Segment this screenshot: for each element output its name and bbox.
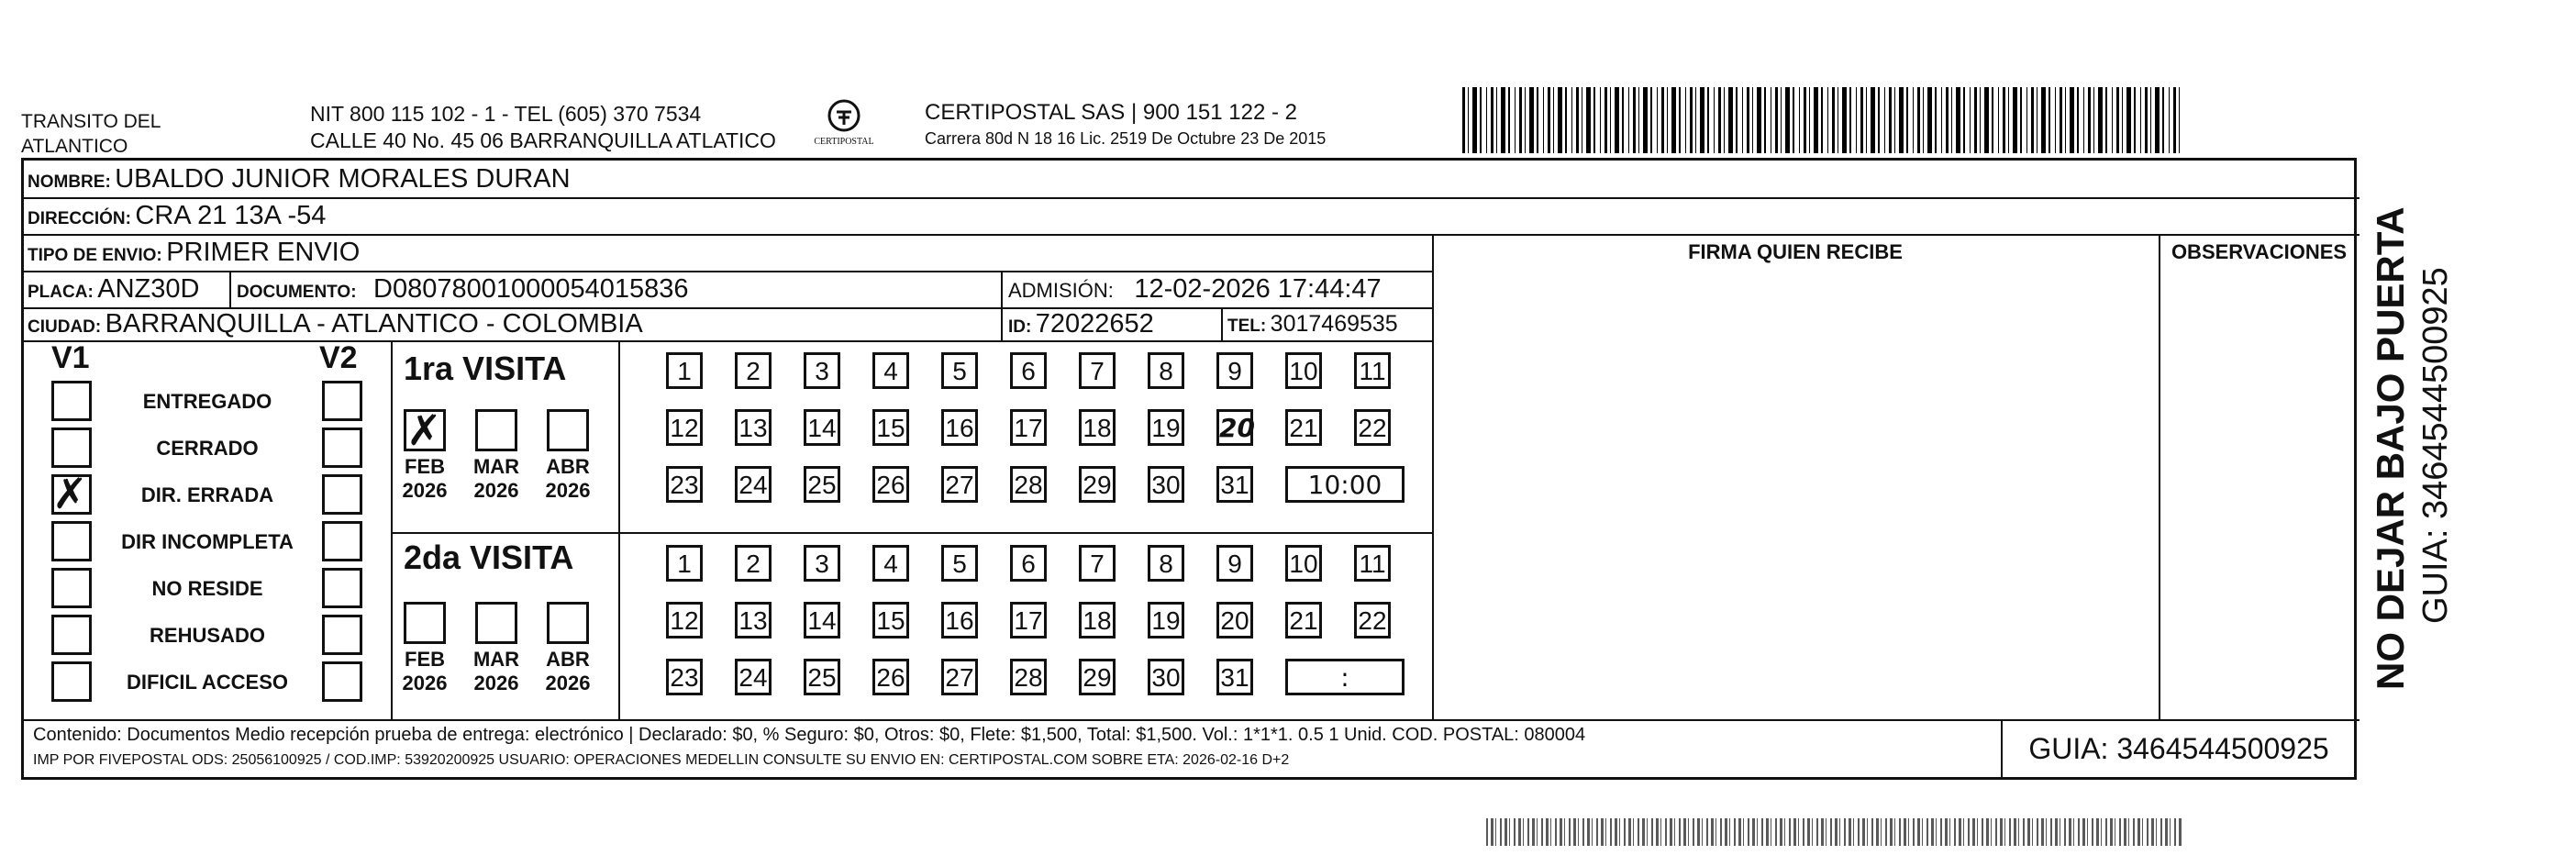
- second-visit-day-28[interactable]: 28: [1010, 659, 1047, 695]
- certipostal-logo: [807, 97, 881, 147]
- first-visit-day-7[interactable]: 7: [1079, 352, 1116, 389]
- tipo-row: [28, 234, 360, 275]
- v1-checkbox[interactable]: [51, 469, 92, 518]
- second-visit-day-21[interactable]: 21: [1285, 602, 1322, 638]
- tracking-barcode: [1462, 87, 2182, 153]
- month-year: 2026: [545, 672, 591, 694]
- v2-checkbox[interactable]: [322, 521, 362, 561]
- status-option-label: NO RESIDE: [151, 577, 263, 600]
- first-visit-title: 1ra VISITA: [404, 350, 567, 387]
- second-visit-day-12[interactable]: 12: [666, 602, 703, 638]
- tel-label: TEL:: [1227, 316, 1267, 336]
- first-visit-day-26[interactable]: 26: [872, 466, 909, 503]
- v2-label: V2: [319, 340, 358, 375]
- first-visit-day-28[interactable]: 28: [1010, 466, 1047, 503]
- month-name: FEB: [405, 648, 445, 671]
- v1-checkbox[interactable]: [51, 428, 92, 468]
- status-option-label: CERRADO: [156, 437, 259, 460]
- ciudad-value: BARRANQUILLA - ATLANTICO - COLOMBIA: [105, 309, 643, 339]
- second-visit-day-25[interactable]: 25: [804, 659, 840, 695]
- month-year: 2026: [473, 479, 519, 502]
- month-year: 2026: [473, 672, 519, 694]
- first-visit-month-label: [540, 455, 595, 503]
- v1-checkbox[interactable]: [51, 521, 92, 561]
- v2-checkbox[interactable]: [322, 661, 362, 702]
- v1-checkbox[interactable]: [51, 381, 92, 421]
- status-option-label: REHUSADO: [150, 624, 265, 647]
- month-name: ABR: [546, 648, 590, 671]
- first-visit-day-19[interactable]: 19: [1148, 409, 1184, 446]
- logo-text: CERTIPOSTAL: [814, 137, 874, 147]
- second-visit-month-checkbox[interactable]: [547, 602, 589, 644]
- tipo-value: PRIMER ENVIO: [166, 238, 361, 267]
- second-visit-day-9[interactable]: 9: [1216, 545, 1253, 582]
- first-visit-day-30[interactable]: 30: [1148, 466, 1184, 503]
- sender-address: CALLE 40 No. 45 06 BARRANQUILLA ATLATICO: [310, 128, 776, 152]
- v2-checkbox[interactable]: [322, 568, 362, 608]
- company-license: Carrera 80d N 18 16 Lic. 2519 De Octubre 23 De 2015: [925, 129, 1327, 148]
- second-visit-month-checkbox[interactable]: [475, 602, 517, 644]
- second-visit-day-22[interactable]: 22: [1354, 602, 1391, 638]
- guia-box: GUIA: 3464544500925: [2028, 732, 2329, 765]
- first-visit-day-14[interactable]: 14: [804, 409, 840, 446]
- sender-info: [310, 101, 776, 154]
- second-visit-day-14[interactable]: 14: [804, 602, 840, 638]
- second-visit-month-label: [469, 648, 524, 695]
- first-visit-day-20[interactable]: 20: [1216, 409, 1253, 446]
- month-name: FEB: [405, 455, 445, 478]
- v1-checkbox[interactable]: [51, 568, 92, 608]
- observaciones-header: OBSERVACIONES: [2171, 240, 2348, 263]
- placa-label: PLACA:: [28, 283, 94, 302]
- first-visit-month-label: [397, 455, 452, 503]
- month-year: 2026: [545, 479, 591, 502]
- first-visit-day-13[interactable]: 13: [735, 409, 772, 446]
- delivery-form: [21, 158, 2357, 780]
- company-info: [925, 99, 1326, 150]
- side-guia: GUIA: 3464544500925: [2416, 267, 2455, 624]
- sender-name: [21, 109, 161, 159]
- second-visit-month-label: [540, 648, 595, 695]
- v1-checkbox[interactable]: [51, 615, 92, 655]
- second-visit-title: 2da VISITA: [404, 539, 574, 576]
- second-visit-day-15[interactable]: 15: [872, 602, 909, 638]
- contenido-text: Contenido: Documentos Medio recepción prueba de entrega: electrónico | Declarado: $0, % Seguro: $0, Otros: $0, Flete: $1,500, Total: $1,500. Vol.: 1*1*1. 0.5 1 Unid. COD. POSTAL: 080004: [33, 725, 1586, 745]
- first-visit-day-27[interactable]: 27: [941, 466, 978, 503]
- first-visit-day-4[interactable]: 4: [872, 352, 909, 389]
- first-visit-day-16[interactable]: 16: [941, 409, 978, 446]
- second-visit-day-16[interactable]: 16: [941, 602, 978, 638]
- documento-field: [237, 271, 689, 312]
- sender-line-2: ATLANTICO: [21, 136, 128, 157]
- sender-line-1: TRANSITO DEL: [21, 111, 161, 132]
- first-visit-day-9[interactable]: 9: [1216, 352, 1253, 389]
- second-visit-month-checkbox[interactable]: [404, 602, 446, 644]
- direccion-value: CRA 21 13A -54: [135, 201, 327, 230]
- direccion-label: DIRECCIÓN:: [28, 209, 131, 228]
- first-visit-day-12[interactable]: 12: [666, 409, 703, 446]
- second-visit-day-6[interactable]: 6: [1010, 545, 1047, 582]
- logo-icon: [826, 97, 862, 134]
- second-visit-day-18[interactable]: 18: [1079, 602, 1116, 638]
- bottom-barcode: [1486, 818, 2183, 846]
- first-visit-month-checkbox[interactable]: [404, 405, 446, 455]
- v2-checkbox[interactable]: [322, 428, 362, 468]
- first-visit-day-23[interactable]: 23: [666, 466, 703, 503]
- second-visit-day-4[interactable]: 4: [872, 545, 909, 582]
- second-visit-day-2[interactable]: 2: [735, 545, 772, 582]
- month-year: 2026: [402, 479, 448, 502]
- month-year: 2026: [402, 672, 448, 694]
- second-visit-day-19[interactable]: 19: [1148, 602, 1184, 638]
- check-mark-icon: ✗: [52, 469, 88, 518]
- status-option-label: DIFICIL ACCESO: [126, 671, 288, 694]
- month-name: ABR: [546, 455, 590, 478]
- first-visit-day-10[interactable]: 10: [1285, 352, 1322, 389]
- first-visit-day-22[interactable]: 22: [1354, 409, 1391, 446]
- first-visit-day-8[interactable]: 8: [1148, 352, 1184, 389]
- second-visit-day-5[interactable]: 5: [941, 545, 978, 582]
- first-visit-day-31[interactable]: 31: [1216, 466, 1253, 503]
- first-visit-day-6[interactable]: 6: [1010, 352, 1047, 389]
- first-visit-day-21[interactable]: 21: [1285, 409, 1322, 446]
- second-visit-day-30[interactable]: 30: [1148, 659, 1184, 695]
- first-visit-month-checkbox[interactable]: [475, 409, 517, 451]
- month-name: MAR: [472, 648, 520, 671]
- placa-value: ANZ30D: [97, 274, 200, 304]
- first-visit-day-5[interactable]: 5: [941, 352, 978, 389]
- second-visit-day-3[interactable]: 3: [804, 545, 840, 582]
- v1-checkbox[interactable]: [51, 661, 92, 702]
- second-visit-day-27[interactable]: 27: [941, 659, 978, 695]
- admision-label: ADMISIÓN:: [1008, 279, 1114, 302]
- second-visit-day-17[interactable]: 17: [1010, 602, 1047, 638]
- company-name: CERTIPOSTAL SAS | 900 151 122 - 2: [925, 100, 1297, 125]
- first-visit-month-checkbox[interactable]: [547, 409, 589, 451]
- tel-field: [1227, 307, 1398, 344]
- first-visit-time-field[interactable]: 10:00: [1285, 466, 1405, 503]
- second-visit-day-20[interactable]: 20: [1216, 602, 1253, 638]
- admision-field: [1008, 271, 1382, 312]
- status-option-label: DIR INCOMPLETA: [121, 530, 294, 553]
- status-option-label: ENTREGADO: [142, 390, 272, 413]
- first-visit-day-24[interactable]: 24: [735, 466, 772, 503]
- id-field: [1008, 307, 1154, 345]
- admision-value: 12-02-2026 17:44:47: [1134, 274, 1382, 304]
- v2-checkbox[interactable]: [322, 615, 362, 655]
- second-visit-day-11[interactable]: 11: [1354, 545, 1391, 582]
- second-visit-day-31[interactable]: 31: [1216, 659, 1253, 695]
- second-visit-time-field[interactable]: :: [1285, 659, 1405, 695]
- tipo-label: TIPO DE ENVIO:: [28, 246, 162, 265]
- nombre-label: NOMBRE:: [28, 172, 111, 192]
- first-visit-day-2[interactable]: 2: [735, 352, 772, 389]
- ciudad-field: [28, 307, 643, 345]
- second-visit-month-label: [397, 648, 452, 695]
- first-visit-day-25[interactable]: 25: [804, 466, 840, 503]
- second-visit-day-7[interactable]: 7: [1079, 545, 1116, 582]
- second-visit-day-24[interactable]: 24: [735, 659, 772, 695]
- ciudad-label: CIUDAD:: [28, 317, 102, 337]
- first-visit-day-29[interactable]: 29: [1079, 466, 1116, 503]
- second-visit-day-26[interactable]: 26: [872, 659, 909, 695]
- status-option-label: DIR. ERRADA: [140, 483, 274, 506]
- first-visit-day-15[interactable]: 15: [872, 409, 909, 446]
- imp-text: IMP POR FIVEPOSTAL ODS: 25056100925 / COD.IMP: 53920200925 USUARIO: OPERACIONES MEDELLIN CONSULTE SU ENVIO EN: CERTIPOSTAL.COM SOBRE ETA: 2026-02-16 D+2: [33, 752, 1290, 768]
- no-dejar-warning: NO DEJAR BAJO PUERTA: [2369, 206, 2412, 690]
- first-visit-month-label: [469, 455, 524, 503]
- second-visit-day-8[interactable]: 8: [1148, 545, 1184, 582]
- first-visit-day-3[interactable]: 3: [804, 352, 840, 389]
- second-visit-day-10[interactable]: 10: [1285, 545, 1322, 582]
- id-value: 72022652: [1035, 309, 1154, 339]
- v2-checkbox[interactable]: [322, 474, 362, 515]
- direccion-row: [28, 197, 326, 239]
- first-visit-day-11[interactable]: 11: [1354, 352, 1391, 389]
- month-name: MAR: [472, 455, 520, 478]
- firma-header: FIRMA QUIEN RECIBE: [1688, 240, 1903, 263]
- first-visit-day-17[interactable]: 17: [1010, 409, 1047, 446]
- second-visit-day-13[interactable]: 13: [735, 602, 772, 638]
- documento-value: D08078001000054015836: [373, 274, 689, 304]
- first-visit-day-1[interactable]: 1: [666, 352, 703, 389]
- check-mark-icon: ✗: [406, 405, 442, 455]
- second-visit-day-1[interactable]: 1: [666, 545, 703, 582]
- v2-checkbox[interactable]: [322, 381, 362, 421]
- sender-nit: NIT 800 115 102 - 1 - TEL (605) 370 7534: [310, 102, 702, 126]
- first-visit-day-18[interactable]: 18: [1079, 409, 1116, 446]
- nombre-row: [28, 161, 571, 202]
- documento-label: DOCUMENTO:: [237, 283, 357, 302]
- tel-value: 3017469535: [1270, 311, 1398, 337]
- v1-label: V1: [51, 340, 90, 375]
- placa-field: [28, 271, 199, 312]
- second-visit-day-29[interactable]: 29: [1079, 659, 1116, 695]
- nombre-value: UBALDO JUNIOR MORALES DURAN: [115, 164, 571, 194]
- second-visit-day-23[interactable]: 23: [666, 659, 703, 695]
- id-label: ID:: [1008, 317, 1032, 337]
